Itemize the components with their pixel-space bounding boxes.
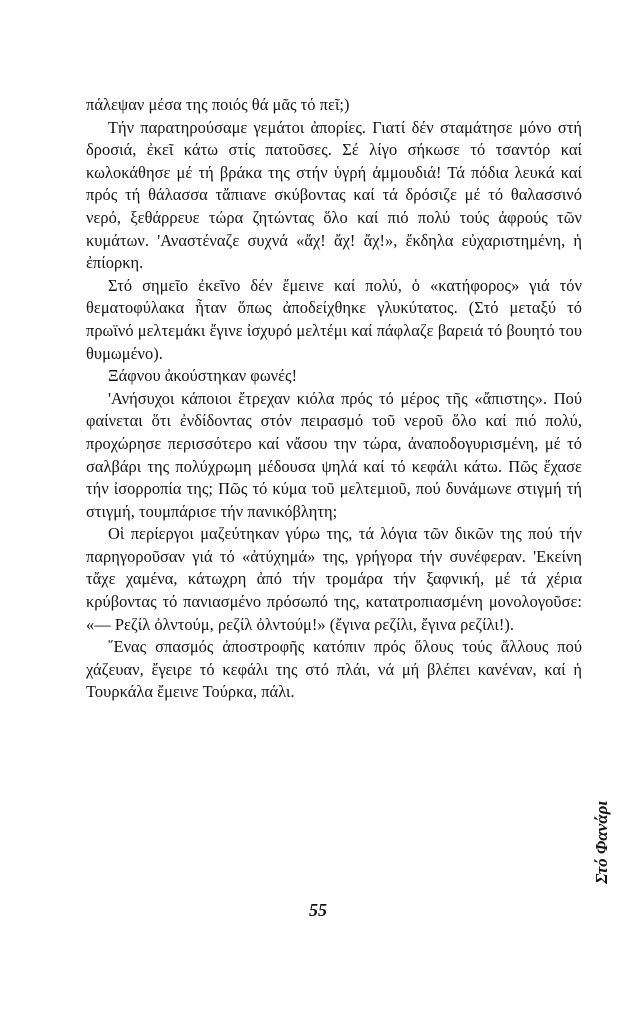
paragraph-3: Στό σημεῖο ἐκεῖνο δέν ἔμεινε καί πολύ, ὁ «κατήφορος» γιά τόν θεματοφύλακα ἦταν ὅπως ἀποδείχθηκε γλυκύτατος. (Στό μεταξύ τό πρωϊνό μελτεμάκι ἔγινε ἰσχυρό μελτέμι καί πάφλαζε βαρειά τό βουητό του θυμωμένο). — [86, 275, 582, 363]
paragraph-1: πάλεψαν μέσα της ποιός θά μᾶς τό πεῖ;) — [86, 95, 350, 114]
page-number: 55 — [309, 900, 327, 920]
body-text — [86, 94, 582, 704]
paragraph-7: ῞Ενας σπασμός ἀποστροφῆς κατόπιν πρός ὅλους τούς ἄλλους πού χάζευαν, ἔγειρε τό κεφάλι της στό πλάι, νά μή βλέπει κανέναν, καί ἡ Τουρκάλα ἔμεινε Τούρκα, πάλι. — [86, 637, 582, 702]
paragraph-2: Τήν παρατηρούσαμε γεμάτοι ἀπορίες. Γιατί δέν σταμάτησε μόνο στή δροσιά, ἐκεῖ κάτω στίς πατοῦσες. Σέ λίγο σήκωσε τό τσαντόρ καί κωλοκάθησε μέ τή βράκα της στήν ὑγρή ἀμμουδιά! Τά πόδια λευκά καί πρός τή θάλασσα τἄπιανε σκύβοντας καί τά δρόσιζε μέ τό θαλασσινό νερό, ξεθάρρευε τώρα ζητώντας ὅλο καί πιό πολύ τούς ἀφρούς τῶν κυμάτων. 'Αναστέναζε συχνά «ἄχ! ἄχ! ἄχ!», ἔκδηλα εὐχαριστημένη, ἡ ἐπίορκη. — [86, 117, 582, 273]
paragraph-4: Ξάφνου ἀκούστηκαν φωνές! — [108, 366, 298, 386]
paragraph-6: Οἱ περίεργοι μαζεύτηκαν γύρω της, τά λόγια τῶν δικῶν της πού τήν παρηγοροῦσαν γιά τό «ἀτύχημά» της, γρήγορα τήν συνέφεραν. 'Εκείνη τἄχε χαμένα, κάτωχρη ἀπό τήν τρομάρα τήν ξαφνική, μέ τά χέρια κρύβοντας τό πανιασμένο πρόσωπό της, κατατροπιασμένη μονολογοῦσε: «— Ρεζίλ ὀλντούμ, ρεζίλ ὀλντούμ!» (ἔγινα ρεζίλι, ἔγινα ρεζίλι!). — [86, 524, 582, 634]
running-head: Στό Φανάρι — [592, 800, 611, 884]
paragraph-5: 'Ανήσυχοι κάποιοι ἔτρεχαν κιόλα πρός τό μέρος τῆς «ἄπιστης». Πού φαίνεται ὅτι ἐνδίδοντας στόν πειρασμό τοῦ νεροῦ ὅλο καί πιό πολύ, προχώρησε περισσότερο καί νἄσου την τώρα, ἀναποδογυρισμένη, μέ τό σαλβάρι της πολύχρωμη μέδουσα ψηλά καί τό κεφάλι κάτω. Πῶς ἔχασε τήν ἰσορροπία της; Πῶς τό κύμα τοῦ μελτεμιοῦ, πού δυνάμωνε στιγμή τή στιγμή, τουμπάρισε τήν πανικόβλητη; — [86, 388, 582, 521]
